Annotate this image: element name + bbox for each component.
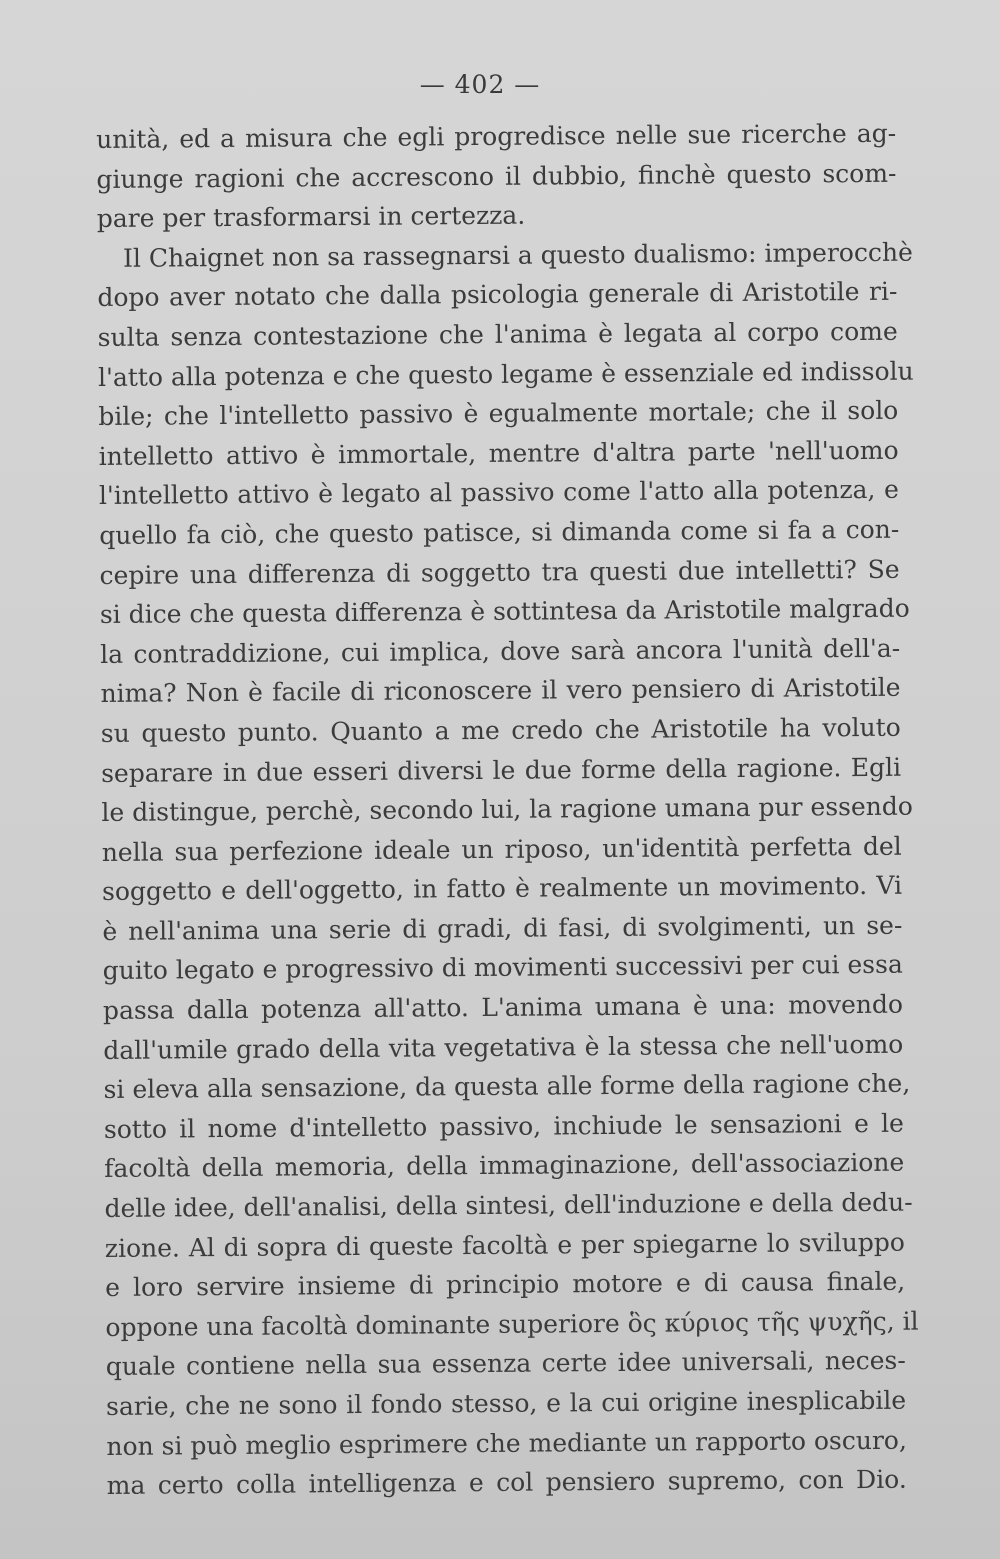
text-line: bile; che l'intelletto passivo è egualmente mortale; che il solo [98, 395, 899, 432]
text-line: separare in due esseri diversi le due forme della ragione. Egli [101, 752, 902, 788]
text-line: le distingue, perchè, secondo lui, la ragione umana pur essendo [101, 791, 914, 828]
text-line: dopo aver notato che dalla psicologia generale di Aristotile ri- [97, 277, 898, 313]
text-line: giunge ragioni che accrescono il dubbio, finchè questo scom- [96, 158, 897, 194]
text-line: intelletto attivo è immortale, mentre d'altra parte 'nell'uomo [98, 435, 899, 471]
text-line: sotto il nome d'intelletto passivo, inchiude le sensazioni e le [103, 1108, 905, 1144]
text-line: è nell'anima una serie di gradi, di fasi, di svolgimenti, un se- [102, 910, 903, 946]
text-line: l'intelletto attivo è legato al passivo come l'atto alla potenza, e [98, 475, 900, 511]
text-line: guito legato e progressivo di movimenti successivi per cui essa [102, 950, 903, 986]
text-line: e loro servire insieme di principio motore e di causa finale, [105, 1266, 906, 1303]
text-line: sarie, che ne sono il fondo stesso, e la cui origine inesplicabile [105, 1385, 907, 1421]
text-line: Il Chaignet non sa rassegnarsi a questo dualismo: imperocchè [122, 237, 913, 273]
text-line: pare per trasformarsi in certezza. [96, 200, 526, 234]
text-line: ma certo colla intelligenza e col pensiero supremo, con Dio. [106, 1464, 907, 1501]
text-line: su questo punto. Quanto a me credo che Aristotile ha voluto [100, 712, 901, 748]
text-line: si dice che questa differenza è sottintesa da Aristotile malgrado [99, 593, 910, 630]
text-line: si eleva alla sensazione, da questa alle forme della ragione che, [103, 1068, 911, 1105]
text-line: oppone una facoltà dominante superiore ὃς κύριος τῆς ψυχῆς, il [105, 1306, 919, 1342]
text-line: quale contiene nella sua essenza certe idee universali, neces- [105, 1346, 906, 1382]
body-text [96, 114, 919, 1506]
text-line: passa dalla potenza all'atto. L'anima umana è una: movendo [102, 989, 904, 1026]
text-line: l'atto alla potenza e che questo legame è essenziale ed indissolu [97, 356, 914, 392]
text-line: unità, ed a misura che egli progredisce nelle sue ricerche ag- [96, 118, 897, 154]
page-number: — 402 — [419, 70, 541, 99]
text-line: nima? Non è facile di riconoscere il vero pensiero di Aristotile [100, 673, 901, 709]
text-line: non si può meglio esprimere che mediante un rapporto oscuro, [106, 1425, 907, 1461]
text-line: nella sua perfezione ideale un riposo, un'identità perfetta del [101, 831, 902, 867]
text-line: dall'umile grado della vita vegetativa è la stessa che nell'uomo [103, 1029, 904, 1065]
text-line: sulta senza contestazione che l'anima è legata al corpo come [97, 316, 898, 352]
text-line: cepire una differenza di soggetto tra questi due intelletti? Se [99, 554, 900, 590]
text-line: soggetto e dell'oggetto, in fatto è realmente un movimento. Vi [101, 870, 903, 907]
text-line: delle idee, dell'analisi, della sintesi, dell'induzione e della dedu- [104, 1187, 913, 1223]
text-line: facoltà della memoria, della immaginazione, dell'associazione [104, 1148, 905, 1184]
text-line: zione. Al di sopra di queste facoltà e per spiegarne lo sviluppo [104, 1227, 905, 1263]
text-line: quello fa ciò, che questo patisce, si dimanda come si fa a con- [99, 514, 900, 550]
text-line: la contraddizione, cui implica, dove sarà ancora l'unità dell'a- [100, 633, 901, 669]
